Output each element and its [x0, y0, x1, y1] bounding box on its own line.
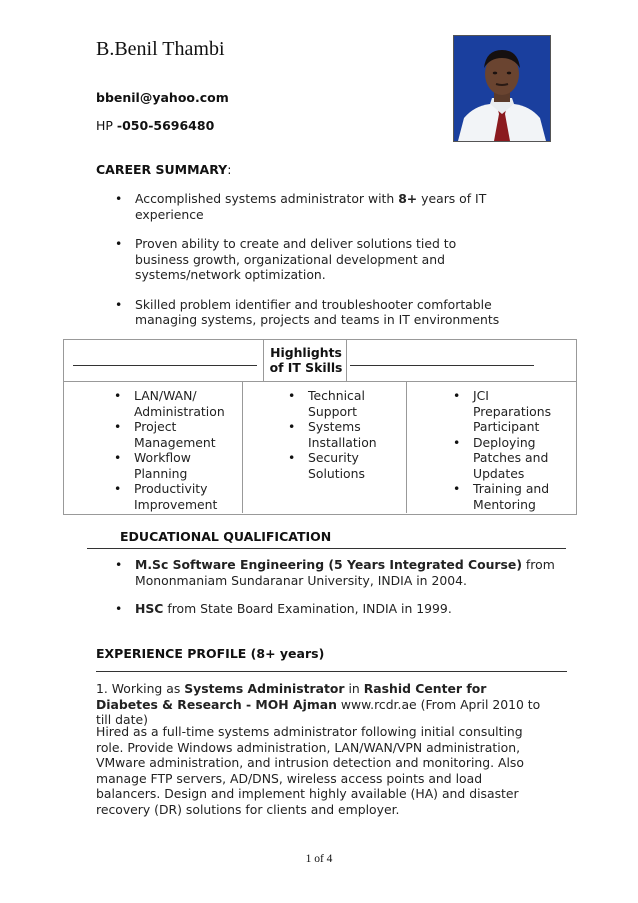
education-rule [87, 548, 566, 549]
candidate-name: B.Benil Thambi [96, 38, 225, 60]
list-item: • Deploying Patches and Updates [473, 435, 563, 482]
it-skills-heading: Highlights of IT Skills [269, 345, 343, 375]
list-item: • M.Sc Software Engineering (5 Years Integrated Course) from Mononmaniam Sundaranar University, INDIA in 2004. [135, 557, 555, 588]
list-item: • LAN/WAN/ Administration [134, 388, 234, 419]
education-list [135, 557, 555, 617]
list-item: • Training and Mentoring [473, 481, 563, 512]
list-item: • HSC from State Board Examination, INDIA in 1999. [135, 601, 555, 617]
profile-photo [453, 35, 551, 142]
heading-rule-right [350, 365, 534, 366]
list-item: • Proven ability to create and deliver solutions tied to business growth, organizational development and systems/network optimization. [135, 236, 505, 283]
experience-rule [96, 671, 567, 672]
email-address: bbenil@yahoo.com [96, 90, 229, 105]
table-header-separator-right [346, 339, 347, 381]
list-item: • Productivity Improvement [134, 481, 234, 512]
portrait-image [454, 36, 550, 141]
career-summary-list [135, 191, 505, 328]
table-header-divider [63, 381, 576, 382]
list-item: • Security Solutions [308, 450, 398, 481]
list-item: • Workflow Planning [134, 450, 234, 481]
list-item: • Accomplished systems administrator with 8+ years of IT experience [135, 191, 505, 222]
heading-rule-left [73, 365, 257, 366]
job-title-line: 1. Working as Systems Administrator in Rashid Center for Diabetes & Research - MOH Ajman www.rcdr.ae (From April 2010 to till date) [96, 681, 541, 727]
skills-column-3 [473, 388, 563, 512]
list-item: • Technical Support [308, 388, 398, 419]
list-item: • Systems Installation [308, 419, 398, 450]
table-column-separator [242, 381, 243, 513]
career-summary-heading: CAREER SUMMARY: [96, 162, 232, 177]
page-number: 1 of 4 [305, 853, 333, 865]
skills-column-2 [308, 388, 398, 481]
table-column-separator [406, 381, 407, 513]
skills-column-1 [134, 388, 234, 512]
phone-number [96, 118, 214, 133]
experience-heading: EXPERIENCE PROFILE (8+ years) [96, 646, 325, 661]
phone-label: HP [96, 118, 117, 133]
phone-value: -050-5696480 [116, 118, 215, 133]
education-heading: EDUCATIONAL QUALIFICATION [120, 529, 332, 544]
table-header-separator-left [263, 339, 264, 381]
list-item: • Skilled problem identifier and troubleshooter comfortable managing systems, projects and teams in IT environments [135, 297, 545, 328]
list-item: • JCI Preparations Participant [473, 388, 563, 435]
job-description: Hired as a full-time systems administrator following initial consulting role. Provide Windows administration, LAN/WAN/VPN administration, VMware administration, and intrusion detection and monitoring. Also manage FTP servers, AD/DNS, wireless access points and load balancers. Design and implement highly available (HA) and disaster recovery (DR) solutions for clients and employer. [96, 724, 524, 817]
list-item: • Project Management [134, 419, 234, 450]
